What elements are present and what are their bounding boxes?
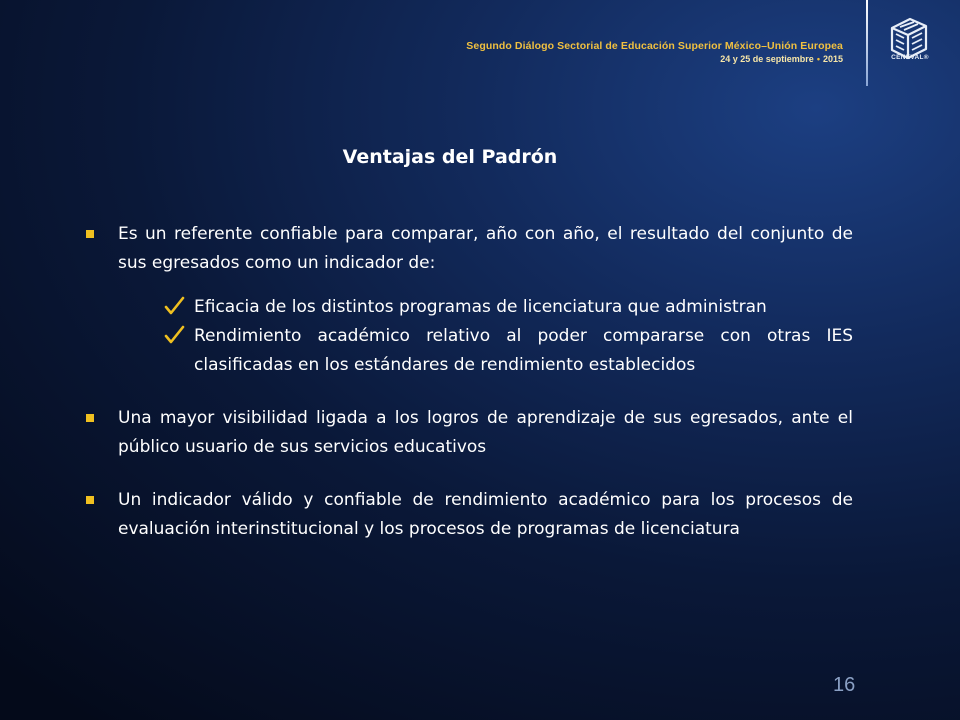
event-header [466, 40, 843, 64]
bullet-list [86, 220, 853, 544]
sub-item-text: Rendimiento académico relativo al poder compararse con otras IES clasificadas en los estándares de rendimiento establecidos [194, 326, 853, 375]
bullet-item-2 [86, 404, 853, 462]
ceneval-logo-icon [884, 14, 934, 78]
event-title: Segundo Diálogo Sectorial de Educación Superior México–Unión Europea [466, 40, 843, 52]
spacer [86, 462, 853, 486]
bullet-item-1 [86, 220, 853, 278]
event-year: 2015 [822, 54, 843, 64]
logo-label: CENEVAL® [891, 54, 929, 61]
slide-title: Ventajas del Padrón [342, 146, 558, 168]
checkmark-icon [163, 324, 185, 346]
square-bullet-icon [86, 496, 94, 504]
event-dates-line [466, 54, 843, 64]
sub-item-1 [163, 293, 853, 322]
bullet-text: Es un referente confiable para comparar, año con año, el resultado del conjunto de sus egresados como un indicador de: [118, 224, 853, 273]
separator-dot: • [816, 54, 820, 64]
square-bullet-icon [86, 230, 94, 238]
checkmark-icon [163, 295, 185, 317]
sub-item-2 [163, 322, 853, 380]
sub-list [163, 293, 853, 380]
page-number: 16 [833, 674, 856, 696]
header-divider [866, 0, 868, 86]
sub-item-text: Eficacia de los distintos programas de licenciatura que administran [194, 297, 767, 317]
bullet-text: Un indicador válido y confiable de rendimiento académico para los procesos de evaluación interinstitucional y los procesos de programas de licenciatura [118, 490, 853, 539]
square-bullet-icon [86, 414, 94, 422]
bullet-text: Una mayor visibilidad ligada a los logros de aprendizaje de sus egresados, ante el público usuario de sus servicios educativos [118, 408, 853, 457]
bullet-item-3 [86, 486, 853, 544]
event-dates: 24 y 25 de septiembre [720, 54, 814, 64]
